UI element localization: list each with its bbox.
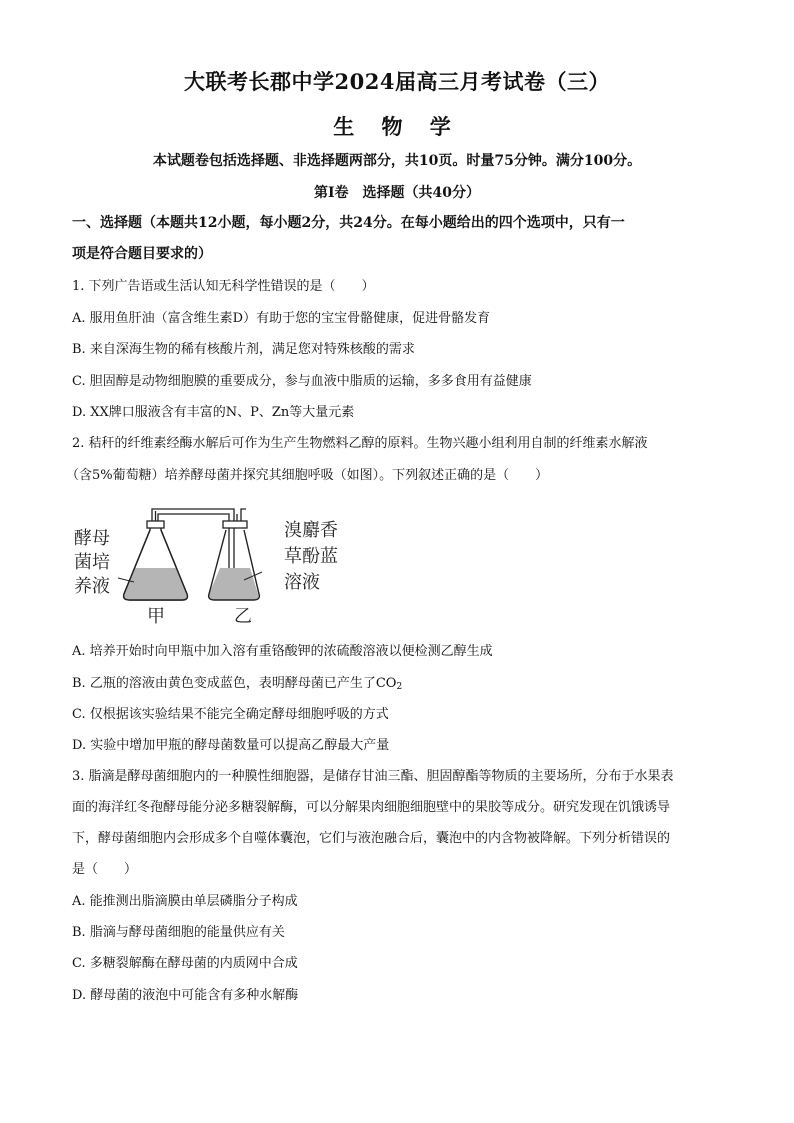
q2-option-a: A. 培养开始时向甲瓶中加入溶有重铬酸钾的浓硫酸溶液以便检测乙醇生成 [72, 644, 493, 659]
section-title: 第Ⅰ卷 选择题（共40分） [313, 185, 481, 201]
flask-jia [124, 511, 188, 600]
q2-option-c: C. 仅根据该实验结果不能完全确定酵母细胞呼吸的方式 [72, 707, 389, 722]
q3-option-a: A. 能推测出脂滴膜由单层磷脂分子构成 [72, 894, 298, 909]
q2-option-b-subscript: 2 [396, 682, 403, 692]
part-heading-line1: 一、选择题（本题共12小题，每小题2分，共24分。在每小题给出的四个选项中，只有一 [72, 215, 625, 231]
q2-option-d: D. 实验中增加甲瓶的酵母菌数量可以提高乙醇最大产量 [72, 738, 390, 753]
q2-stem-line2: （含5%葡萄糖）培养酵母菌并探究其细胞呼吸（如图）。下列叙述正确的是（ ） [66, 468, 549, 483]
q1-stem: 1. 下列广告语或生活认知无科学性错误的是（ ） [72, 279, 375, 294]
subject-title: 生 物 学 [333, 114, 461, 139]
q3-stem-line3: 下，酵母菌细胞内会形成多个自噬体囊泡，它们与液泡融合后，囊泡中的内含物被降解。下列分析错误的 [72, 831, 671, 846]
q2-stem-line1: 2. 秸秆的纤维素经酶水解后可作为生产生物燃料乙醇的原料。生物兴趣小组利用自制的纤维素水解液 [72, 436, 648, 451]
connecting-tube [152, 509, 234, 571]
yeast-respiration-figure [72, 496, 362, 628]
q3-stem-line1: 3. 脂滴是酵母菌细胞内的一种膜性细胞器，是储存甘油三酯、胆固醇酯等物质的主要场所，分布于水果表 [72, 769, 674, 784]
q1-option-d: D. XX牌口服液含有丰富的N、P、Zn等大量元素 [72, 405, 355, 420]
q3-option-d: D. 酵母菌的液泡中可能含有多种水解酶 [72, 988, 299, 1003]
q1-option-a: A. 服用鱼肝油（富含维生素D）有助于您的宝宝骨骼健康，促进骨骼发育 [72, 311, 491, 326]
exam-title: 大联考长郡中学2024届高三月考试卷（三） [184, 69, 610, 94]
q2-option-b [72, 672, 402, 692]
flask-apparatus [72, 496, 362, 628]
right-label-line2: 草酚蓝 [284, 546, 338, 567]
right-label-line3: 溶液 [284, 572, 320, 593]
q1-option-c: C. 胆固醇是动物细胞膜的重要成分，参与血液中脂质的运输，多多食用有益健康 [72, 374, 532, 389]
left-label-line1: 酵母 [74, 528, 110, 549]
part-heading-line2: 项是符合题目要求的） [72, 246, 212, 262]
flask-caption-jia: 甲 [147, 606, 165, 627]
q3-option-c: C. 多糖裂解酶在酵母菌的内质网中合成 [72, 956, 298, 971]
flask-caption-yi: 乙 [234, 606, 252, 627]
left-label-line3: 养液 [74, 576, 110, 597]
q3-option-b: B. 脂滴与酵母菌细胞的能量供应有关 [72, 925, 285, 940]
exam-info: 本试题卷包括选择题、非选择题两部分，共10页。时量75分钟。满分100分。 [152, 153, 642, 169]
q3-stem-line4: 是（ ） [72, 862, 138, 877]
q2-option-b-text: B. 乙瓶的溶液由黄色变成蓝色，表明酵母菌已产生了CO [72, 676, 397, 691]
right-label-line1: 溴麝香 [284, 520, 338, 541]
q3-stem-line2: 面的海洋红冬孢酵母能分泌多糖裂解酶，可以分解果肉细胞细胞壁中的果胶等成分。研究发现在饥饿诱导 [72, 800, 671, 815]
q1-option-b: B. 来自深海生物的稀有核酸片剂，满足您对特殊核酸的需求 [72, 342, 415, 357]
left-label-line2: 菌培 [74, 552, 110, 573]
